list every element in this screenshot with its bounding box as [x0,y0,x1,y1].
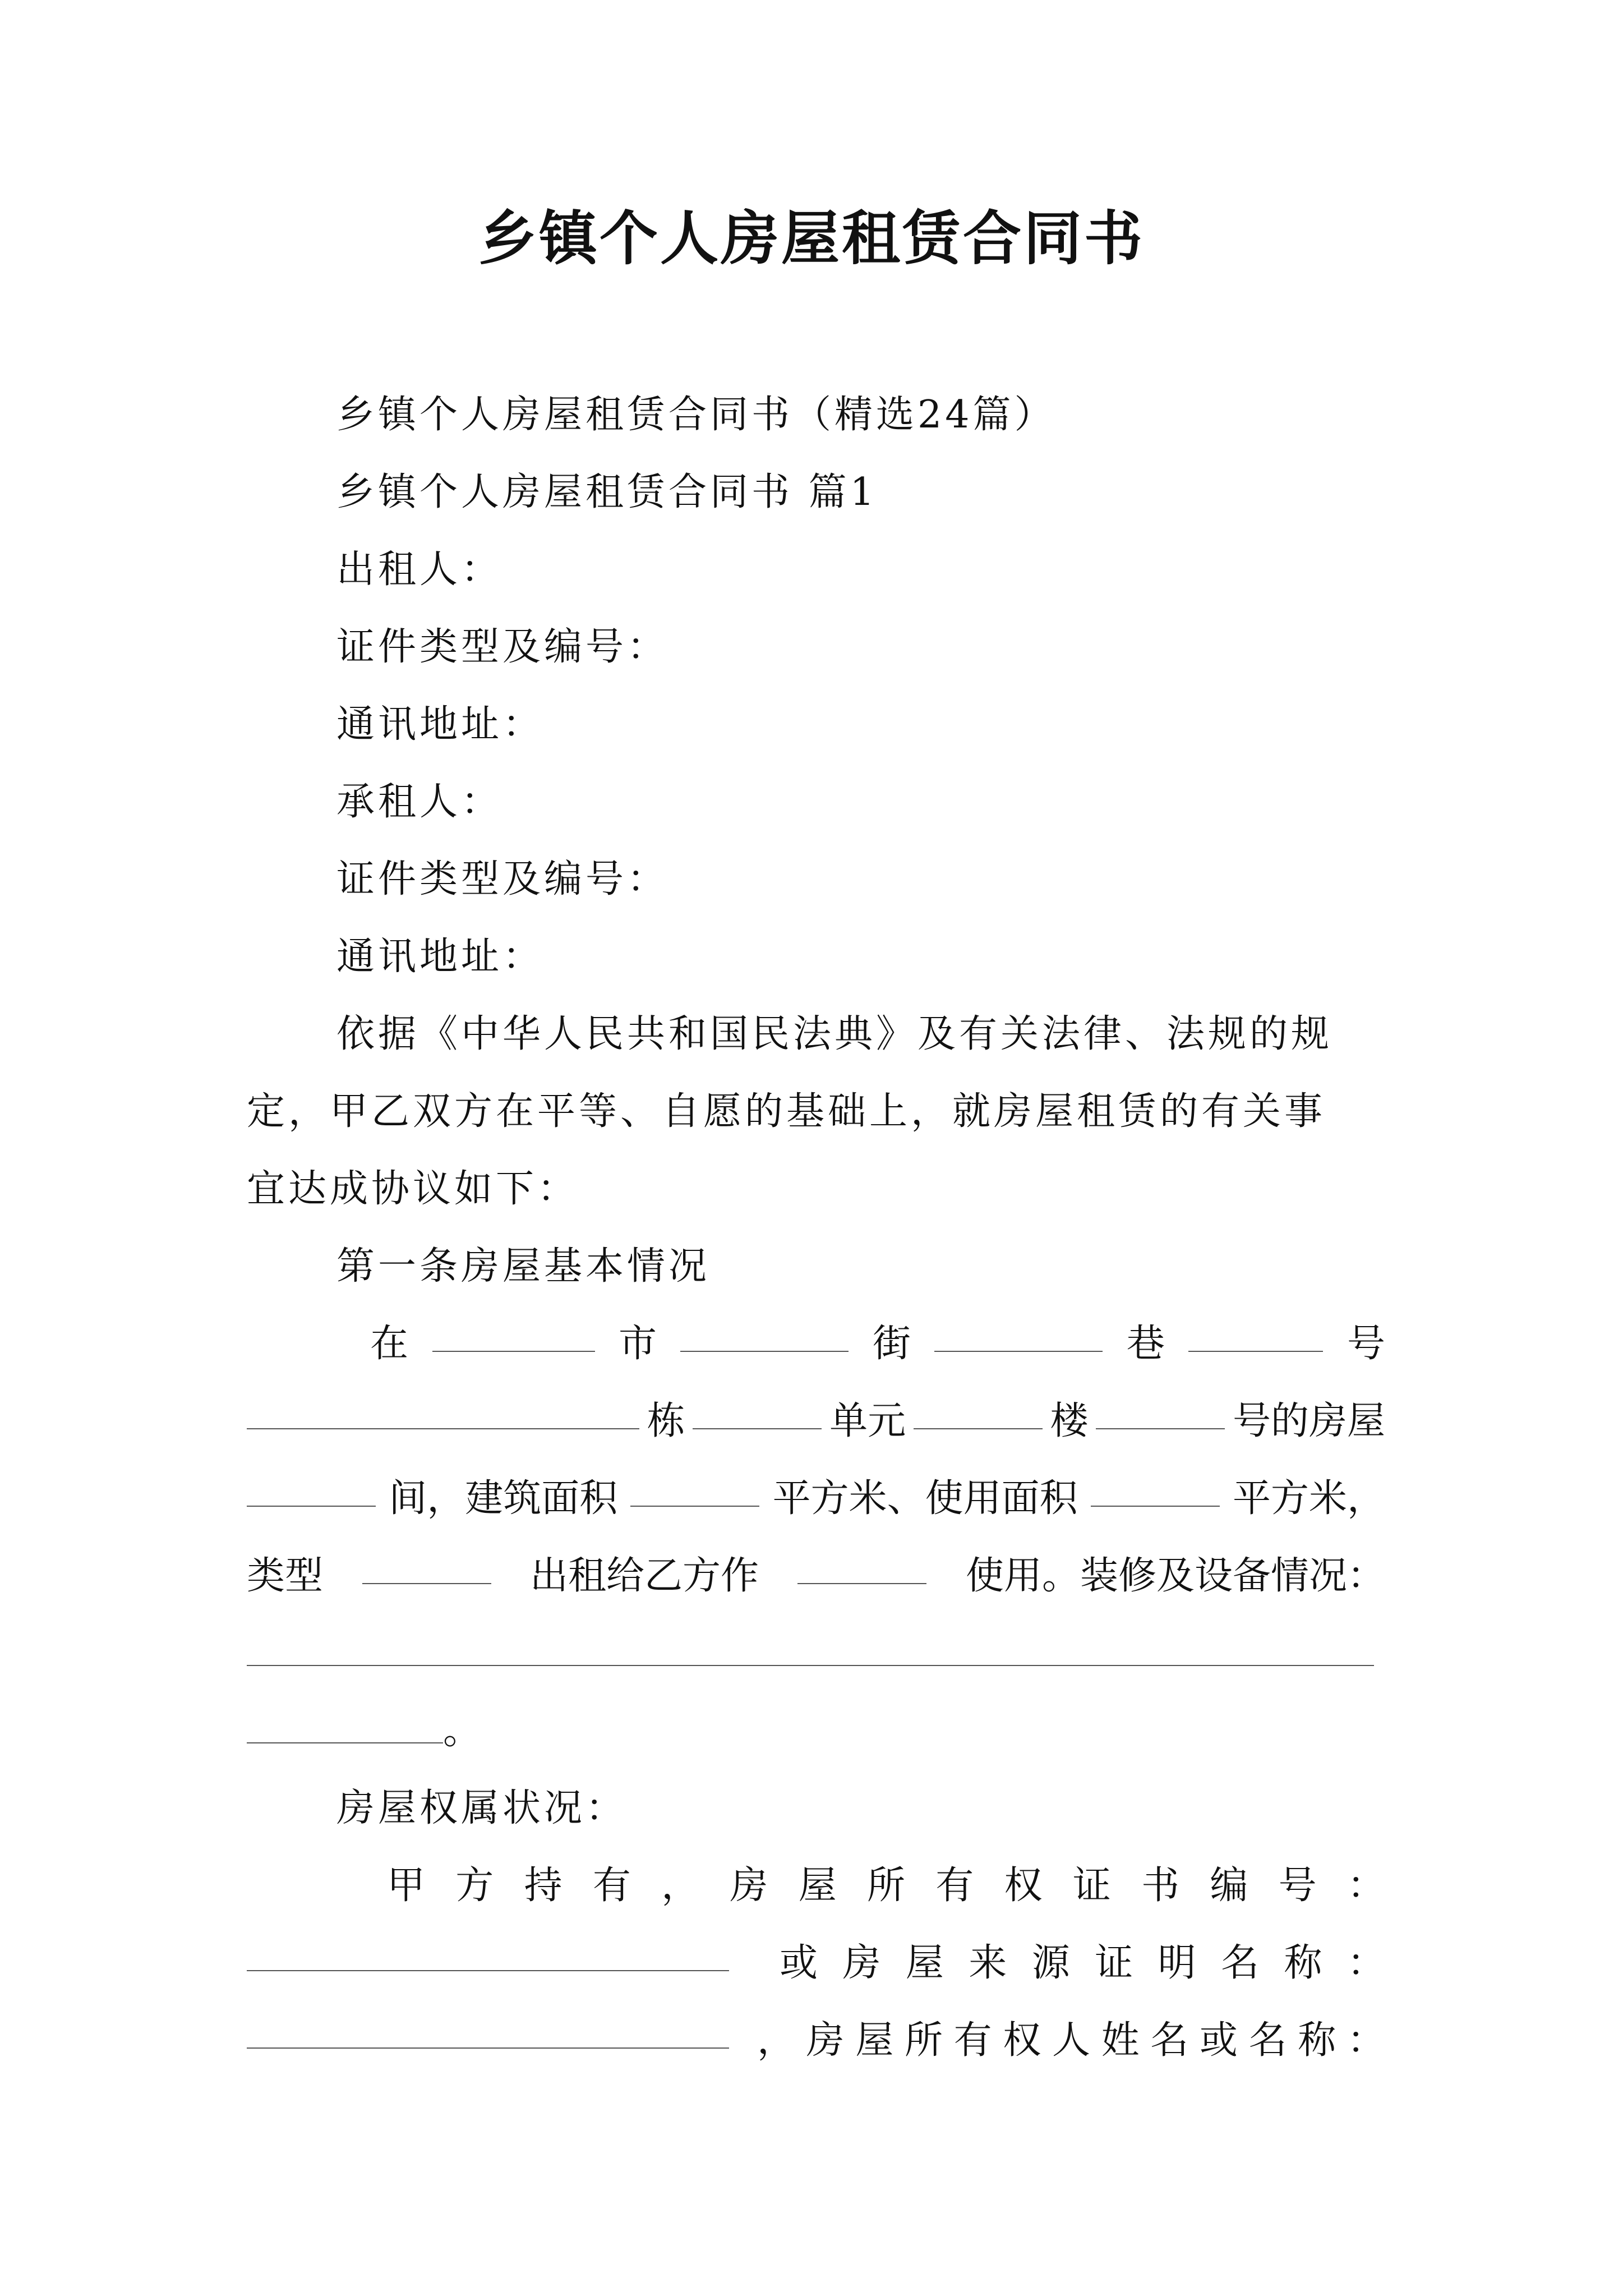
ownership-line1-char: 所 [866,1864,905,1908]
ownership-line1-char: 甲 [387,1864,426,1908]
lessee-id-label: 证件类型及编号： [336,857,669,901]
ownership-line1-char: 方 [455,1864,494,1908]
ownership-line3-char: 称 [1298,2018,1336,2063]
decoration-end-line [247,1703,485,1759]
ownership-line2-char: 名 [1221,1941,1260,1985]
blank-unit [693,1393,822,1429]
address-line-2 [247,1393,1385,1450]
blank-floor [914,1393,1043,1429]
ownership-line2-char: 证 [1095,1941,1133,1985]
word-street: 街 [872,1322,911,1366]
word-floor: 楼 [1050,1399,1089,1443]
ownership-line3-char: ， [757,2018,796,2063]
ownership-line2-char: 或 [780,1941,818,1985]
ownership-line3-char: 姓 [1101,2018,1140,2063]
preamble-line-3: 宜达成协议如下： [247,1167,579,1211]
ownership-line2-char: 明 [1158,1941,1196,1985]
blank-certificate-number [247,1935,729,1971]
blank-building [247,1393,639,1429]
ownership-line1-char: ： [1347,1864,1385,1908]
article1-heading: 第一条房屋基本情况 [336,1244,711,1289]
ownership-line3-char: 房 [806,2018,845,2063]
blank-lane [934,1316,1103,1352]
document-title: 乡镇个人房屋租赁合同书 [478,204,1145,273]
ownership-heading: 房屋权属状况： [336,1786,628,1830]
preamble-line-2: 定，甲乙双方在平等、自愿的基础上，就房屋租赁的有关事 [247,1089,1326,1134]
ownership-line2-char: 源 [1031,1941,1070,1985]
lessee-address-label: 通讯地址： [336,935,545,979]
ownership-line-3 [247,2013,1385,2069]
ownership-line-2 [247,1935,1385,1991]
ownership-line1-char: 持 [524,1864,562,1908]
ownership-line3-char: 人 [1052,2018,1090,2063]
ownership-line3-char: 名 [1248,2018,1287,2063]
area-line [247,1471,1385,1527]
ownership-line1-char: 编 [1210,1864,1248,1908]
blank-house [1096,1393,1225,1429]
lessor-address-label: 通讯地址： [336,702,545,747]
address-line-1 [370,1316,1385,1372]
word-type: 类型 [247,1554,324,1598]
lessee-label: 承租人： [336,780,503,824]
section-heading: 乡镇个人房屋租赁合同书 篇1 [336,470,878,514]
ownership-line1-char: 有 [592,1864,631,1908]
type-use-line [247,1548,1385,1604]
ownership-line1-char: ， [661,1864,700,1908]
ownership-line3-char: 或 [1199,2018,1238,2063]
word-rent-to: 出租给乙方作 [529,1554,759,1598]
word-sqm-use: 平方米、使用面积 [772,1476,1078,1521]
document-subtitle: 乡镇个人房屋租赁合同书（精选24篇） [336,393,1056,437]
ownership-line-1 [387,1858,1385,1914]
ownership-line1-char: 号 [1278,1864,1317,1908]
blank-use-area [1091,1471,1220,1507]
ownership-line1-char: 屋 [798,1864,837,1908]
ownership-line3-char: 权 [1003,2018,1041,2063]
blank-decoration-end [247,1708,443,1743]
ownership-line2-char: 称 [1284,1941,1322,1985]
ownership-line2-char: 屋 [905,1941,944,1985]
blank-source-name [247,2013,729,2049]
word-in: 在 [370,1322,409,1366]
blank-street [680,1316,849,1352]
ownership-line1-char: 房 [730,1864,768,1908]
ownership-line2-char: ： [1347,1941,1385,1985]
blank-number [1188,1316,1323,1352]
word-building: 栋 [647,1399,685,1443]
ownership-line3-char: 屋 [855,2018,894,2063]
ownership-line2-char: 房 [842,1941,881,1985]
preamble-line-1: 依据《中华人民共和国民法典》及有关法律、法规的规 [336,1012,1333,1056]
word-house: 号的房屋 [1232,1399,1385,1443]
ownership-line1-char: 权 [1004,1864,1043,1908]
blank-rooms [247,1471,376,1507]
blank-building-area [630,1471,759,1507]
ownership-line1-char: 书 [1141,1864,1180,1908]
lessor-label: 出租人： [336,547,503,592]
blank-use [797,1548,926,1584]
word-city: 市 [618,1322,657,1366]
ownership-line3-char: 所 [904,2018,943,2063]
word-period: 。 [443,1709,485,1753]
blank-city [432,1316,595,1352]
word-use-decor: 使用。装修及设备情况： [965,1554,1385,1598]
word-rooms: 间，建筑面积 [389,1476,618,1521]
ownership-line3-char: ： [1347,2018,1385,2063]
decoration-blank-line [247,1665,1374,1666]
word-unit: 单元 [829,1399,906,1443]
ownership-line1-char: 证 [1072,1864,1111,1908]
ownership-line3-char: 名 [1150,2018,1189,2063]
ownership-line-2-text [780,1935,1385,1991]
lessor-id-label: 证件类型及编号： [336,625,669,669]
ownership-line3-char: 有 [953,2018,992,2063]
word-lane: 巷 [1126,1322,1165,1366]
ownership-line2-char: 来 [969,1941,1007,1985]
word-sqm: 平方米， [1232,1476,1385,1521]
ownership-line1-char: 有 [935,1864,974,1908]
blank-type [362,1548,491,1584]
word-number: 号 [1347,1322,1385,1366]
ownership-line-3-text [757,2013,1385,2069]
